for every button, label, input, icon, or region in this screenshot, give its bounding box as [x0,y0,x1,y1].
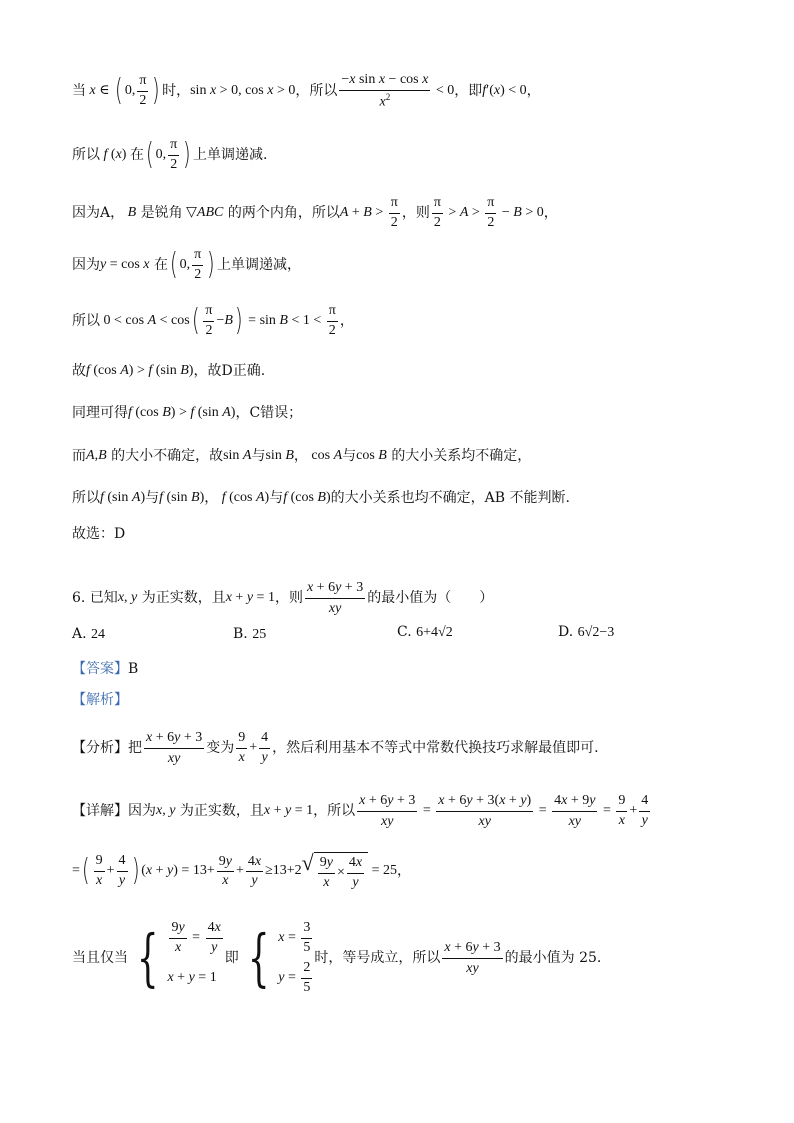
text: 与 [251,448,266,464]
text: 的两个内角，所以 [227,205,340,222]
solution-line-8: 而 A , B 的大小不确定，故 sin A 与 sin B ， cos A 与 cos B 的大小关系均不确定， [72,448,532,464]
option-label: D. [558,624,574,640]
text: ， [526,83,541,100]
solution-line-6: 故 f (cos A ) > f (sin B ) ，故D正确. [72,363,266,379]
text: 当且仅当 [72,950,128,966]
text: ， [339,313,354,330]
analysis-tag-line [72,693,734,707]
text: 即 [224,950,239,966]
solution-line-4: 因为 y = cos x 在 ( 0, $\frac{\pi}{2}$ ) 上单调递减， [72,247,301,283]
text: 因为 [72,257,100,274]
option-value: 6√2−3 [577,625,615,640]
text: 当 [72,83,86,100]
text: ，然后利用基本不等式中常数代换技巧求解最值即可. [272,740,599,757]
inequality-line: = ( $\frac{9}{x}$ + $\frac{4}{y}$ ) ( x + y ) = 13+ $\frac{9y}{x}$ + $\frac{4x}{y}$ ≥13+2 √ $\frac{9y}{x}$ × $\frac{4x}{y}$ = 25 ， [72,850,411,890]
text: ，则 [401,205,430,222]
option-label: A. [72,626,87,642]
solution-line-10 [72,527,734,541]
text: ，C错误； [235,405,303,421]
solution-line-9: 所以 f (sin A ) 与 f (sin B ) ， f (cos A ) 与 f (cos B ) 的大小关系也均不确定，AB 不能判断. [72,490,570,506]
text: ，所以 [295,83,338,100]
text: ，故D正确. [193,363,266,379]
option-label: B. [233,626,248,642]
option-b [233,626,266,643]
option-c [397,624,453,641]
solution-line-5: 所以 0 < cos A < cos ( $\frac{\pi}{2}$ − B ) = sin B < 1 < $\frac{\pi}{2}$ ， [72,303,354,339]
text: ，即 [454,83,483,100]
text: 的大小关系均不确定， [391,448,532,464]
option-a [72,626,105,643]
text: 的最小值为 25. [504,950,602,966]
solution-line-1: 当 x ∈ ( 0, $\frac{\pi}{2}$ ) 时， sin x > 0, cos x > 0 ，所以 $\frac{\text{−x sin x − cos x}}{x^2}$ < 0 ，即 f ′( x ) < 0 ， [72,72,541,110]
answer-tag: 【答案】 [72,661,128,677]
text: ， [293,448,308,464]
text: ， [204,490,219,506]
text: 是锐角 [140,205,183,222]
text: ， [543,205,558,222]
option-label: C. [397,624,412,640]
text: 时， [162,83,191,100]
xiangjie-tag: 【详解】 [72,803,128,820]
text: 故选：D [72,526,126,542]
text: 所以 [72,147,100,164]
text: ，所以 [313,803,356,820]
solution-line-2: 所以 f ( x ) 在 ( 0, $\frac{\pi}{2}$ ) 上单调递减. [72,137,268,173]
text: 与 [269,490,284,506]
equality-condition-line: 当且仅当 { $\frac{9y}{x}$ = $\frac{4x}{y}$ x + y = 1 即 { x = $\frac{3}{5}$ y = $\frac{2}{5}$ 时，等号成立，所以 $\frac{x + 6y + 3}{xy}$ 的最小值为 25. [72,919,602,995]
answer-value: B [128,661,139,677]
text: 为正实数，且 [179,803,264,820]
text: 把 [128,740,142,757]
option-d [558,624,614,641]
fenxi-tag: 【分析】 [72,740,128,757]
text: 已知 [89,590,118,607]
option-value: 6+4√2 [416,625,453,640]
answer-line [72,662,734,676]
text: 因为 [128,803,156,820]
text: 而 [72,448,86,464]
xiangjie-line: 【详解】 因为 x , y 为正实数，且 x + y = 1 ，所以 $\frac{x + 6y + 3}{xy}$ = $\frac{x + 6y + 3(x + y)}{xy}$ = $\frac{4x + 9y}{xy}$ = $\frac{9}{x}$ + $\frac{4}{y}$ [72,793,649,829]
text: ，则 [274,590,303,607]
text: 为正实数，且 [141,590,226,607]
solution-line-7: 同理可得 f (cos B ) > f (sin A ) ，C错误； [72,405,303,421]
text: 同理可得 [72,405,128,421]
solution-line-3: 因为A， B 是锐角 ▽ ABC 的两个内角，所以 A + B > $\frac{\pi}{2}$ ，则 $\frac{\pi}{2}$ > A > $\frac{\pi}{2}$ − B > 0 ， [72,195,558,230]
option-value: 24 [91,627,106,642]
text: 因为A， [72,205,125,222]
text: ， [396,863,411,880]
text: 的大小关系也均不确定，AB 不能判断. [330,490,570,506]
text: 所以 [72,490,100,506]
text: 上单调递减， [216,257,301,274]
analysis-tag: 【解析】 [72,692,128,708]
fenxi-line: 【分析】 把 $\frac{x + 6y + 3}{xy}$ 变为 $\frac{9}{x}$ + $\frac{4}{y}$ ，然后利用基本不等式中常数代换技巧求解最值即可. [72,730,599,766]
option-value: 25 [252,627,267,642]
text: 的大小不确定，故 [111,448,224,464]
text: 在 [129,147,144,164]
text: 所以 [72,313,100,330]
text: 与 [342,448,357,464]
text: 与 [145,490,160,506]
text: 时，等号成立，所以 [314,950,441,966]
text: 变为 [206,740,235,757]
text: 在 [153,257,168,274]
text: 上单调递减. [192,147,268,164]
question-stem: 6. 已知 x , y 为正实数，且 x + y = 1 ，则 $\frac{x + 6y + 3}{xy}$ 的最小值为（ ） [72,580,494,616]
text: 故 [72,363,86,379]
question-number: 6. [72,590,86,607]
text: 的最小值为（ ） [367,590,494,607]
